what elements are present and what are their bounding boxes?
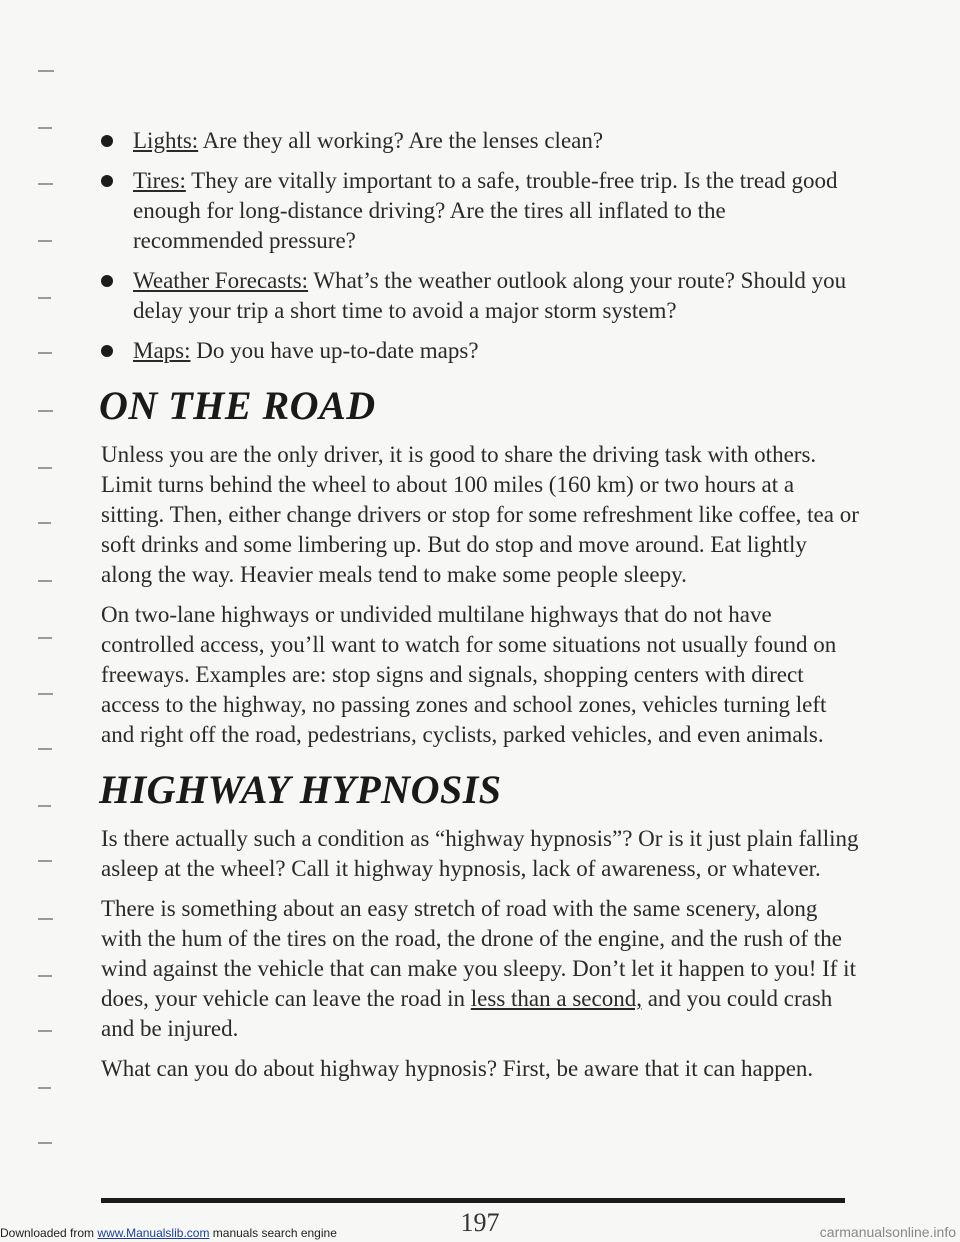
manualslib-link[interactable]: www.Manualslib.com [97, 1226, 210, 1240]
download-credit-text: Downloaded from [0, 1226, 95, 1240]
on-the-road-paragraph: Unless you are the only driver, it is good to share the driving task with others. Limit turns behind the wheel to about 100 miles (160 km) or two hours at a sitting. Then, either change drivers or stop for some refreshment like coffee, tea or soft drinks and some limbering up. But do stop and move around. Eat lightly along the way. Heavier meals tend to make some people sleepy. [101, 442, 859, 587]
margin-mark [38, 127, 52, 129]
margin-mark [38, 693, 53, 695]
highway-hypnosis-paragraph: Is there actually such a condition as “highway hypnosis”? Or is it just plain falling asleep at the wheel? Call it highway hypnosis, lack of awareness, or whatever. [101, 826, 859, 881]
checklist-text: Are they all working? Are the lenses clean? [198, 128, 604, 153]
margin-mark [38, 918, 53, 920]
checklist-text: What’s the weather outlook along your route? Should you delay your trip a short time to avoid a major storm system? [133, 268, 847, 323]
checklist-label: Maps: [133, 338, 191, 363]
checklist-text: They are vitally important to a safe, trouble-free trip. Is the tread good enough for long-distance driving? Are the tires all inflated to the recommended pressure? [133, 168, 838, 253]
margin-mark [38, 410, 53, 412]
highway-hypnosis-paragraph: What can you do about highway hypnosis? First, be aware that it can happen. [101, 1056, 814, 1081]
margin-mark [38, 352, 52, 354]
margin-mark [38, 70, 54, 72]
margin-mark [38, 805, 51, 807]
checklist-item-maps [101, 336, 861, 366]
margin-mark [38, 297, 51, 299]
page-content [101, 126, 861, 1094]
checklist-item-lights [101, 126, 861, 156]
margin-mark [38, 637, 52, 639]
margin-mark [38, 522, 51, 524]
checklist-label: Weather Forecasts: [133, 268, 309, 293]
watermark: carmanualsonline.info [819, 1224, 956, 1240]
emphasis-less-than-a-second: less than a second, [470, 986, 642, 1011]
margin-mark [38, 240, 52, 242]
highway-hypnosis-paragraph [101, 894, 861, 1044]
margin-marks [38, 0, 58, 1242]
download-credit [0, 1226, 337, 1240]
download-credit-tagline: manuals search engine [209, 1226, 337, 1240]
margin-mark [38, 580, 52, 582]
bullet-icon [101, 345, 113, 357]
margin-mark [38, 748, 52, 750]
checklist-text: Do you have up-to-date maps? [190, 338, 479, 363]
paragraph-text: and you could crash and be injured. [101, 986, 833, 1041]
bullet-icon [101, 135, 113, 147]
bullet-icon [101, 275, 113, 287]
on-the-road-paragraph: On two-lane highways or undivided multilane highways that do not have controlled access, you’ll want to watch for some situations not usually found on freeways. Examples are: stop signs and signals, shopping centers with direct access to the highway, no passing zones and school zones, vehicles turning left and right off the road, pedestrians, cyclists, parked vehicles, and even animals. [101, 602, 837, 747]
margin-mark [38, 467, 52, 469]
footer-rule [101, 1198, 845, 1203]
margin-mark [38, 1030, 52, 1032]
checklist-item-weather [101, 266, 861, 326]
margin-mark [38, 860, 52, 862]
bullet-icon [101, 175, 113, 187]
paragraph-text: There is something about an easy stretch of road with the same scenery, along with the hum of the tires on the road, the drone of the engine, and the rush of the wind against the vehicle that can make you sleepy. Don’t let it happen to you! If it does, your vehicle can leave the road in [101, 896, 856, 1011]
trip-checklist [101, 126, 861, 366]
checklist-item-tires [101, 166, 861, 256]
margin-mark [38, 975, 52, 977]
page-number: 197 [460, 1208, 500, 1237]
section-heading-highway-hypnosis: HIGHWAY HYPNOSIS [99, 767, 502, 812]
checklist-label: Tires: [133, 168, 186, 193]
margin-mark [38, 1087, 51, 1089]
section-heading-on-the-road: ON THE ROAD [99, 383, 376, 428]
checklist-label: Lights: [133, 128, 199, 153]
margin-mark [38, 1142, 52, 1144]
margin-mark [38, 183, 53, 185]
